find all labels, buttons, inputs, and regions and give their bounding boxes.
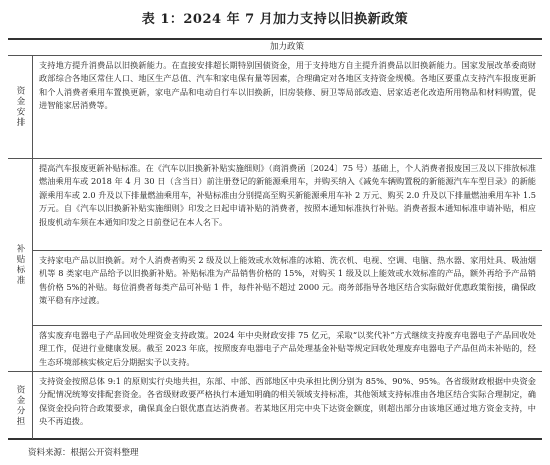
policy-cell: 落实废弃电器电子产品回收处理资金支持政策。2024 年中央财政安排 75 亿元，采取“以奖代补”方式继续支持废弃电器电子产品回收处理工作，促进行业健康发展。截至 2023 年底，按照废弃电器电子产品处理基金补贴等规定回收处理废弃电器电子产品但尚未补贴的，经生态环境部核实核定后分期据实予以支持。 <box>33 325 542 371</box>
category-label: 资金安排 <box>8 56 33 158</box>
table-title: 表 1：2024 年 7 月加力支持以旧换新政策 <box>141 12 409 27</box>
row-cost-sharing <box>8 372 542 439</box>
policy-cell: 支持资金按照总体 9:1 的原则实行央地共担，东部、中部、西部地区中央承担比例分别为 85%、90%、95%。各省级财政根据中央资金分配情况统筹安排配套资金。各省级财政要严格执行本通知明确的相关领域支持标准，其他领域支持标准由各地区结合实际合理制定，确保资金投向符合政策要求，确保真金白银优惠直达消费者。若某地区用完中央下达资金额度，则超出部分由该地区通过地方资金支持，中央不再追拨。 <box>39 376 536 427</box>
policy-cell: 支持地方提升消费品以旧换新能力。在直接安排超长期特别国债资金，用于支持地方自主提升消费品以旧换新能力。国家发展改革委商财政部综合各地区常住人口、地区生产总值、汽车和家电保有量等因素，合理确定对各地区支持资金规模。各地区要重点支持汽车报废更新和个人消费者乘用车置换更新，家电产品和电动自行车以旧换新，旧房装修、厨卫等局部改造、居家适老化改造所用物品和材料购置，促进智能家居消费等。 <box>39 60 536 111</box>
policy-table <box>8 38 542 440</box>
policy-cell: 支持家电产品以旧换新。对个人消费者购买 2 级及以上能效或水效标准的冰箱、洗衣机、电视、空调、电脑、热水器、家用灶具、吸油烟机等 8 类家电产品给予以旧换新补贴。补贴标准为产品销售价格的 15%，对购买 1 级及以上能效或水效标准的产品，额外再给予产品销售价格 5%的补贴。每位消费者每类产品可补贴 1 件，每件补贴不超过 2000 元。商务部指导各地区结合实际做好优惠政策衔接，确保政策平稳有序过渡。 <box>33 250 542 325</box>
category-label: 补贴标准 <box>8 159 33 371</box>
row-funding <box>8 56 542 159</box>
table-header: 加力政策 <box>8 40 542 56</box>
source-note: 资料来源：根据公开资料整理 <box>28 448 139 458</box>
category-label: 资金分担 <box>8 372 33 439</box>
policy-cell: 提高汽车报废更新补贴标准。在《汽车以旧换新补贴实施细则》（商消费函〔2024〕75 号）基础上，个人消费者报废国三及以下排放标准燃油乘用车或 2018 年 4 月 30 日（含当日）前注册登记的新能源乘用车，并购买纳入《减免车辆购置税的新能源汽车车型目录》的新能源乘用车或 2.0 升及以下排量燃油乘用车，补贴标准由分别提高至购买新能源乘用车补 2 万元、购买 2.0 升及以下排量燃油乘用车补 1.5 万元。自《汽车以旧换新补贴实施细则》印发之日起申请补贴的消费者，按照本通知标准执行补贴。消费者报本通知标准申请补贴，相应报废机动车须在本通知印发之日前登记在本人名下。 <box>39 163 536 227</box>
row-subsidy-standard <box>8 159 542 372</box>
